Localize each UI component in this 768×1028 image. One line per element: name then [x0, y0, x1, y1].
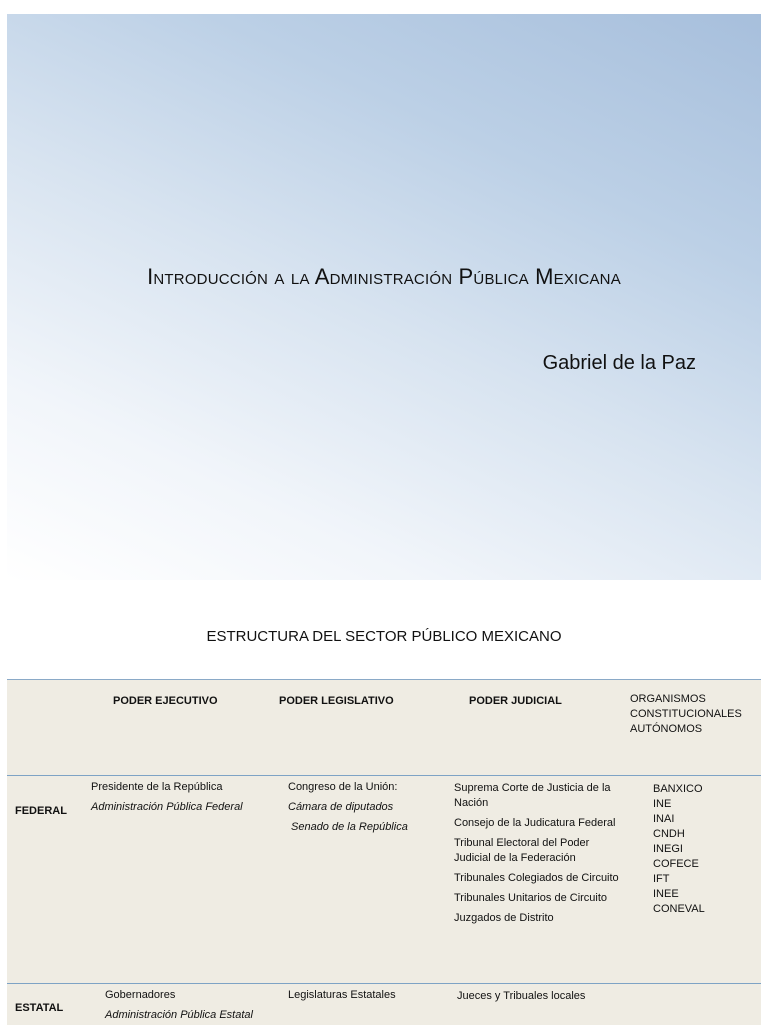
table-heading: ESTRUCTURA DEL SECTOR PÚBLICO MEXICANO [206, 628, 562, 645]
federal-legislativo-item: Congreso de la Unión: [288, 781, 398, 793]
federal-autonomo-item: INAI [653, 813, 675, 825]
row-label-estatal: ESTATAL [15, 1002, 64, 1014]
federal-judicial-item: Tribunales Unitarios de Circuito [454, 892, 608, 904]
column-header-autonomos: ORGANISMOS CONSTITUCIONALES AUTÓNOMOS [630, 693, 742, 735]
federal-autonomo-item: CONEVAL [653, 903, 705, 915]
federal-autonomo-item: INEGI [653, 843, 683, 855]
federal-judicial-item: Consejo de la Judicatura Federal [454, 817, 616, 829]
federal-judicial-item: Juzgados de Distrito [454, 912, 554, 924]
column-header-judicial: PODER JUDICIAL [469, 695, 562, 707]
estatal-ejecutivo-cell [105, 988, 285, 1028]
federal-judicial-item: Tribunales Colegiados de Circuito [454, 872, 619, 884]
column-header-legislativo: PODER LEGISLATIVO [279, 695, 394, 707]
row-label-federal: FEDERAL [15, 805, 67, 817]
federal-autonomo-item: IFT [653, 873, 670, 885]
federal-autonomo-item: INE [653, 798, 672, 810]
estatal-legislativo-item: Legislaturas Estatales [288, 989, 396, 1001]
federal-judicial-cell [454, 781, 619, 931]
row-divider [7, 775, 761, 776]
column-header-ejecutivo: PODER EJECUTIVO [113, 695, 218, 707]
federal-autonomo-item: CNDH [653, 828, 685, 840]
federal-autonomos-cell [653, 782, 753, 917]
federal-ejecutivo-item: Administración Pública Federal [91, 801, 243, 813]
row-divider [7, 983, 761, 984]
federal-ejecutivo-cell [91, 780, 271, 820]
slide-author: Gabriel de la Paz [542, 352, 696, 374]
federal-judicial-item: Tribunal Electoral del Poder Judicial de la Federación [454, 837, 590, 864]
estatal-ejecutivo-item: Administración Pública Estatal [105, 1009, 253, 1021]
federal-legislativo-item: Cámara de diputados [288, 801, 394, 813]
federal-autonomo-item: COFECE [653, 858, 699, 870]
estatal-judicial-item: Jueces y Tribuales locales [457, 990, 586, 1002]
slide-title: Introducción a la Administración Pública Mexicana [147, 264, 621, 289]
federal-autonomo-item: BANXICO [653, 783, 703, 795]
public-sector-table [7, 679, 761, 1025]
federal-legislativo-cell [288, 780, 438, 840]
federal-legislativo-item: Senado de la República [291, 821, 408, 833]
title-slide [7, 14, 761, 580]
estatal-ejecutivo-item: Gobernadores [105, 989, 176, 1001]
federal-ejecutivo-item: Presidente de la República [91, 781, 223, 793]
federal-autonomo-item: INEE [653, 888, 679, 900]
federal-judicial-item: Suprema Corte de Justicia de la Nación [454, 782, 611, 809]
